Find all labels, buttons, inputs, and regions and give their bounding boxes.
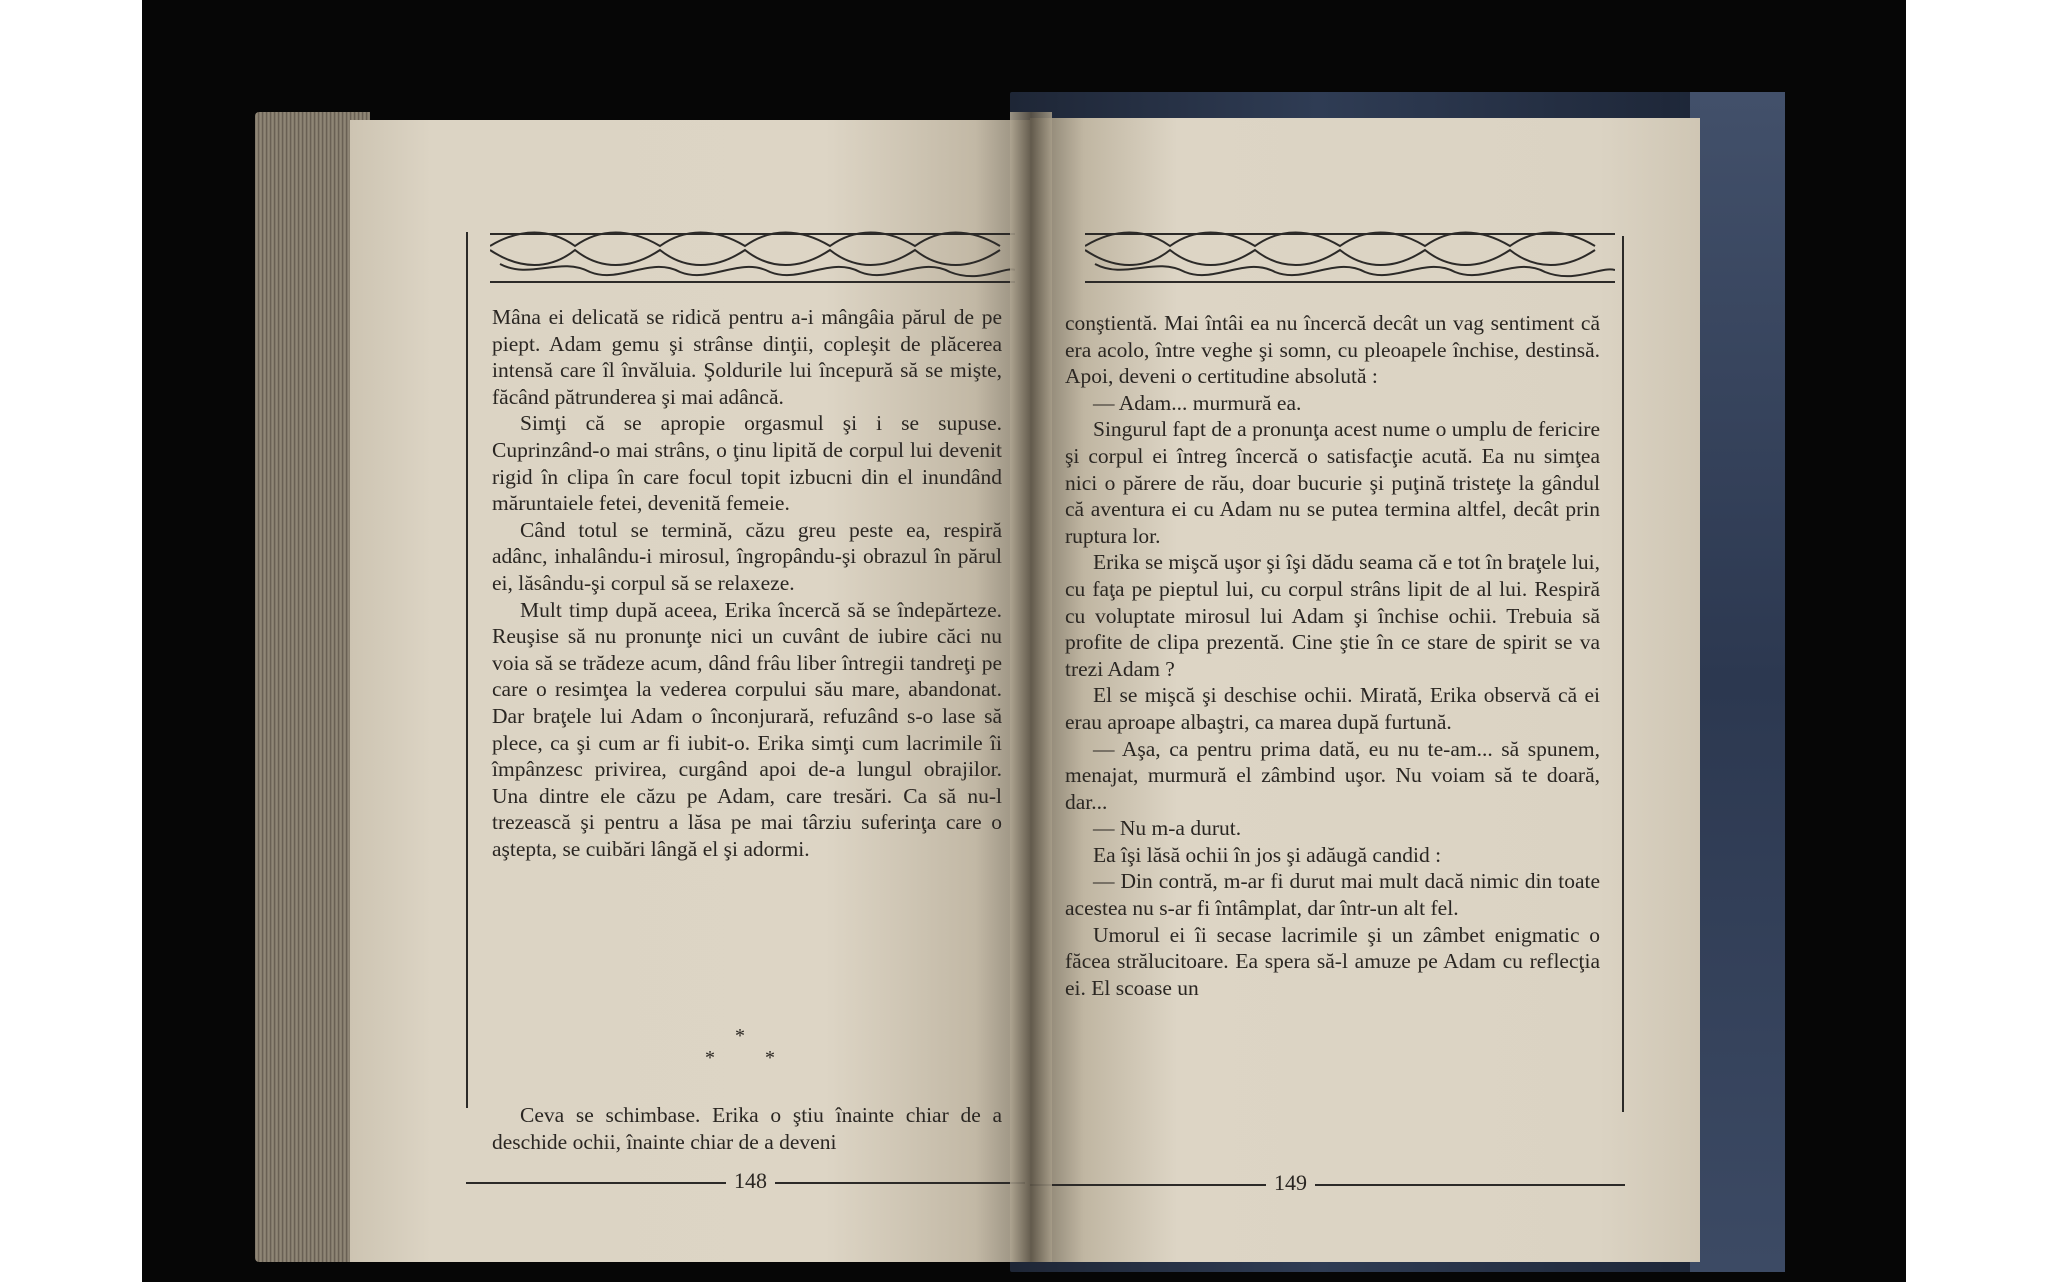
paragraph: conştientă. Mai întâi ea nu încercă decât un vag sentiment că era acolo, între veghe şi somn, cu pleoapele închise, destinsă. Apoi, deveni o certitudine absolută : (1065, 311, 1600, 389)
ornament-header-right (1085, 226, 1615, 286)
page-number-left: 148 (734, 1168, 767, 1193)
paragraph: Erika se mişcă uşor şi îşi dădu seama că e tot în braţele lui, cu faţa pe pieptul lui, cu corpul strâns lipit de al lui. Respiră cu voluptate mirosul lui Adam şi închise ochii. Trebuia să profite de clipa prezentă. Cine ştie în ce stare de spirit se va trezi Adam ? (1065, 550, 1600, 681)
folio-rule-right (1315, 1184, 1625, 1186)
book-cover-edge (1690, 92, 1785, 1272)
paragraph: Simţi că se apropie orgasmul şi i se supuse. Cuprinzând-o mai strâns, o ţinu lipită de corpul lui devenit rigid în clipa în care focul topit izbucni din el inundând măruntaiele fetei, devenită femeie. (492, 411, 1002, 516)
folio-rule-right (775, 1182, 1025, 1184)
left-page (350, 120, 1030, 1262)
book-gutter (1010, 112, 1052, 1262)
paragraph: Umorul ei îi secase lacrimile şi un zâmbet enigmatic o făcea strălucitoare. Ea spera să-l amuze pe Adam cu reflecţia ei. El scoase un (1065, 922, 1600, 1000)
folio-rule-left (466, 1182, 726, 1184)
paragraph: Când totul se termină, căzu greu peste ea, respiră adânc, inhalându-i mirosul, îngropându-şi obrazul în părul ei, lăsându-şi corpul să se relaxeze. (492, 517, 1002, 595)
paragraph: — Aşa, ca pentru prima dată, eu nu te-am... să spunem, menajat, murmură el zâmbind uşor. Nu voiam să te doară, dar... (1065, 736, 1600, 814)
paragraph: Mult timp după aceea, Erika încercă să se îndepărteze. Reuşise să nu pronunţe nici un cuvânt de iubire căci nu voia să se trădeze acum, dând frâu liber întregii tandreţi pe care o resimţea la vederea corpului său mare, abandonat. Dar braţele lui Adam o înconjurară, refuzând s-o lase să plece, ca şi cum ar fi iubit-o. Erika simţi cum lacrimile îi împânzesc privirea, curgând apoi de-a lungul obrajilor. Una dintre ele căzu pe Adam, care tresări. Ca să nu-l trezească şi pentru a lăsa pe mai târziu suferinţa care o aştepta, se cuibări lângă el şi adormi. (492, 597, 1002, 861)
paragraph: Mâna ei delicată se ridică pentru a-i mângâia părul de pe piept. Adam gemu şi strânse dinţii, copleşit de plăcerea intensă care îl învăluia. Şoldurile lui începură să se mişte, făcând pătrunderea şi mai adâncă. (492, 305, 1002, 409)
paragraph: Ceva se schimbase. Erika o ştiu înainte chiar de a deschide ochii, înainte chiar de a deveni (492, 1103, 1002, 1154)
section-separator (705, 1025, 785, 1075)
paragraph: Singurul fapt de a pronunţa acest nume o umplu de fericire şi corpul ei întreg încercă o satisfacţie acută. Ea nu simţea nici o părere de rău, doar bucurie şi puţină tristeţe la gândul că aventura ei cu Adam nu se putea termina altfel, decât prin ruptura lor. (1065, 417, 1600, 548)
separator-star: * (735, 1025, 745, 1047)
left-page-body (492, 304, 1002, 862)
paragraph: El se mişcă şi deschise ochii. Mirată, Erika observă că ei erau aproape albaştri, ca marea după furtună. (1065, 683, 1600, 734)
page-number-right: 149 (1274, 1170, 1307, 1195)
ornament-header-left (490, 226, 1015, 286)
right-page-body (1065, 310, 1600, 1001)
folio-rule-left (1030, 1184, 1266, 1186)
left-page-closing (492, 1102, 1002, 1155)
right-page (1030, 118, 1700, 1262)
separator-star: * (765, 1047, 775, 1069)
paragraph: — Adam... murmură ea. (1093, 390, 1302, 415)
paragraph: Ea îşi lăsă ochii în jos şi adăugă candid : (1093, 842, 1442, 867)
separator-star: * (705, 1047, 715, 1069)
paragraph: — Din contră, m-ar fi durut mai mult dacă nimic din toate acestea nu s-ar fi întâmplat, dar într-un alt fel. (1065, 869, 1600, 921)
paragraph: — Nu m-a durut. (1093, 816, 1242, 841)
